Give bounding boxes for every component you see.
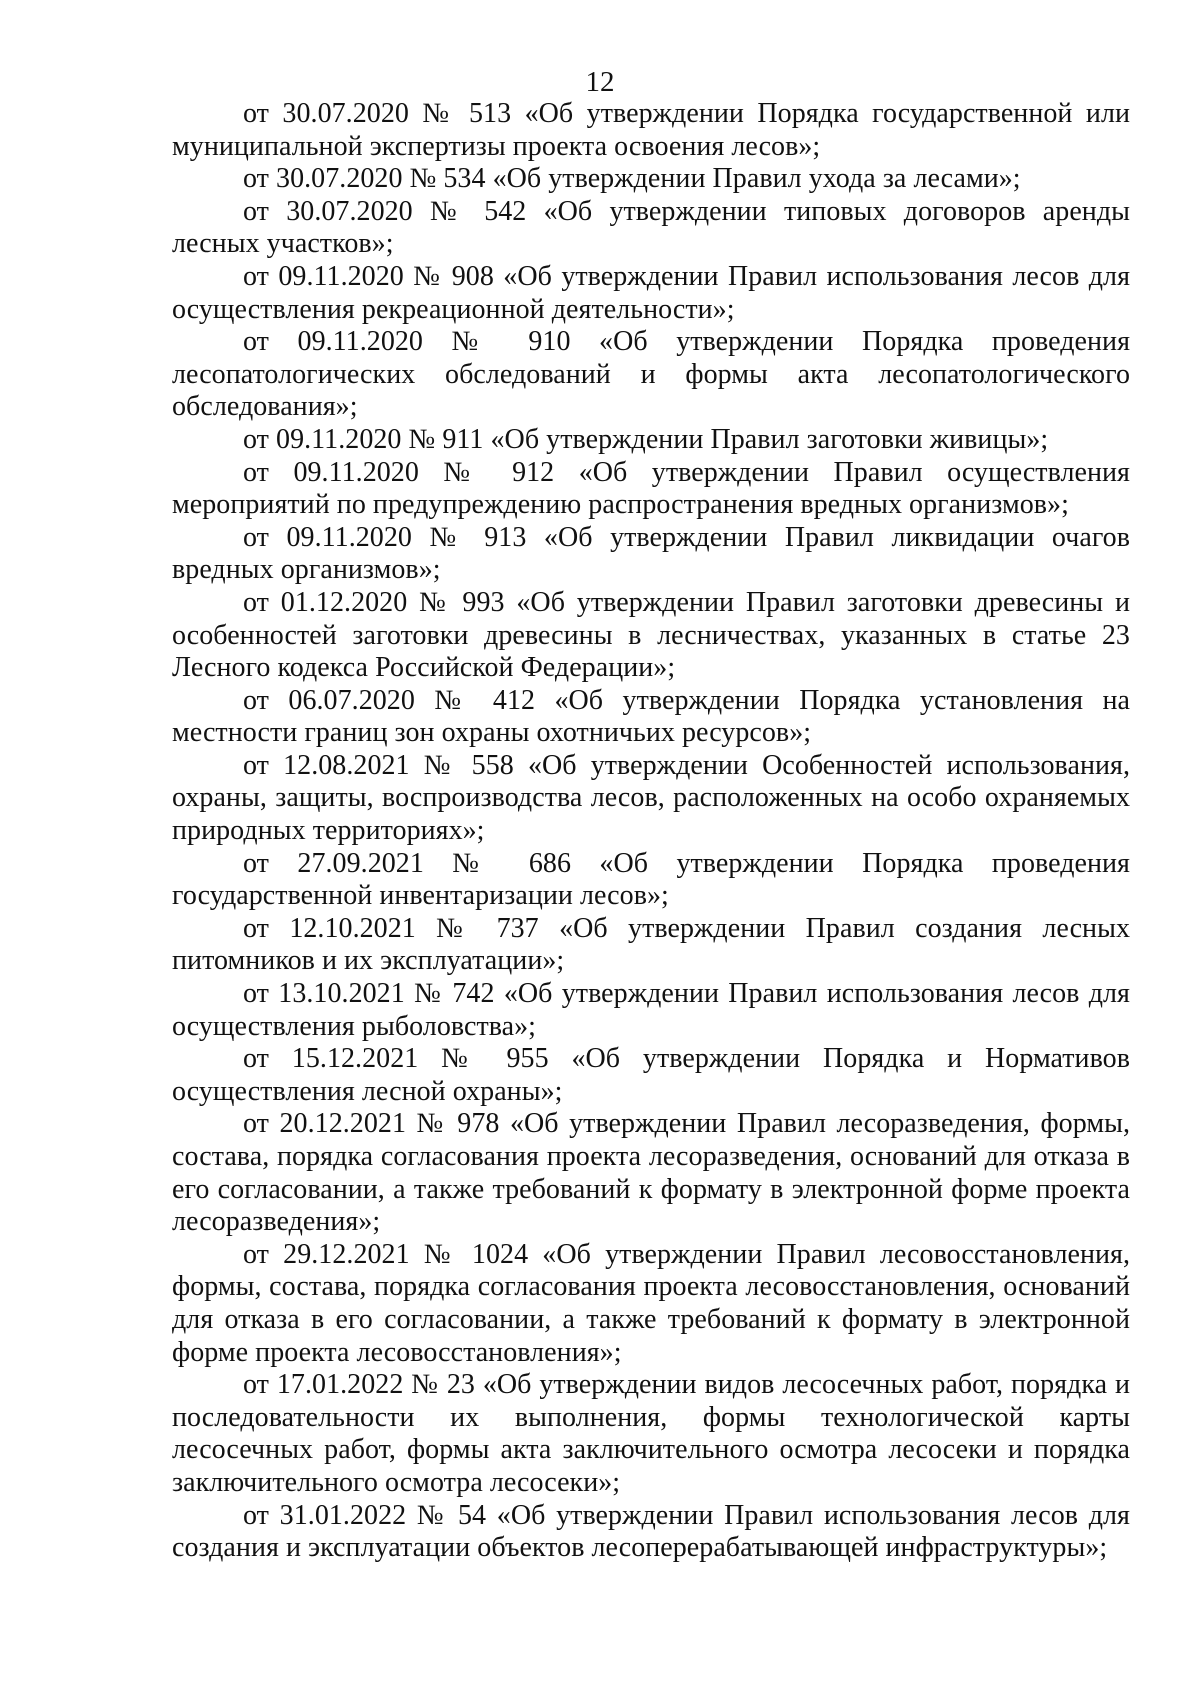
- list-item: от 30.07.2020 № 542 «Об утверждении типовых договоров аренды лесных участков»;: [172, 195, 1130, 260]
- list-item: от 12.10.2021 № 737 «Об утверждении Правил создания лесных питомников и их эксплуатации»;: [172, 912, 1130, 977]
- list-item: от 01.12.2020 № 993 «Об утверждении Правил заготовки древесины и особенностей заготовки древесины в лесничествах, указанных в статье 23 Лесного кодекса Российской Федерации»;: [172, 586, 1130, 684]
- list-item: от 12.08.2021 № 558 «Об утверждении Особенностей использования, охраны, защиты, воспроизводства лесов, расположенных на особо охраняемых природных территориях»;: [172, 749, 1130, 847]
- list-item: от 13.10.2021 № 742 «Об утверждении Правил использования лесов для осуществления рыболовства»;: [172, 978, 1130, 1042]
- page-number: 12: [585, 66, 615, 98]
- list-item: от 27.09.2021 № 686 «Об утверждении Порядка проведения государственной инвентаризации лесов»;: [172, 847, 1130, 912]
- list-item: от 17.01.2022 № 23 «Об утверждении видов лесосечных работ, порядка и последовательности их выполнения, формы технологической карты лесосечных работ, формы акта заключительного осмотра лесосеки и порядка заключительного осмотра лесосеки»;: [172, 1369, 1130, 1498]
- list-item: от 06.07.2020 № 412 «Об утверждении Порядка установления на местности границ зон охраны охотничьих ресурсов»;: [172, 684, 1130, 749]
- list-item: от 30.07.2020 № 513 «Об утверждении Порядка государственной или муниципальной экспертизы проекта освоения лесов»;: [172, 98, 1130, 162]
- list-item: от 29.12.2021 № 1024 «Об утверждении Правил лесовосстановления, формы, состава, порядка согласования проекта лесовосстановления, оснований для отказа в его согласовании, а также требований к формату в электронной форме проекта лесовосстановления»;: [172, 1238, 1130, 1368]
- list-item: от 15.12.2021 № 955 «Об утверждении Порядка и Нормативов осуществления лесной охраны»;: [172, 1043, 1130, 1107]
- list-item: от 09.11.2020 № 908 «Об утверждении Правил использования лесов для осуществления рекреационной деятельности»;: [172, 260, 1130, 325]
- list-item: от 31.01.2022 № 54 «Об утверждении Правил использования лесов для создания и эксплуатации объектов лесоперерабатывающей инфраструктуры»;: [172, 1499, 1130, 1564]
- list-item: от 09.11.2020 № 912 «Об утверждении Правил осуществления мероприятий по предупреждению распространения вредных организмов»;: [172, 456, 1130, 521]
- list-item: от 09.11.2020 № 911 «Об утверждении Правил заготовки живицы»;: [243, 423, 1049, 455]
- list-item: от 30.07.2020 № 534 «Об утверждении Правил ухода за лесами»;: [243, 163, 1021, 195]
- regulation-list: [172, 98, 1130, 1565]
- list-item: от 09.11.2020 № 910 «Об утверждении Порядка проведения лесопатологических обследований и формы акта лесопатологического обследования»;: [172, 326, 1130, 423]
- list-item: от 20.12.2021 № 978 «Об утверждении Правил лесоразведения, формы, состава, порядка согласования проекта лесоразведения, оснований для отказа в его согласовании, а также требований к формату в электронной форме проекта лесоразведения»;: [172, 1108, 1130, 1238]
- list-item: от 09.11.2020 № 913 «Об утверждении Правил ликвидации очагов вредных организмов»;: [172, 521, 1130, 586]
